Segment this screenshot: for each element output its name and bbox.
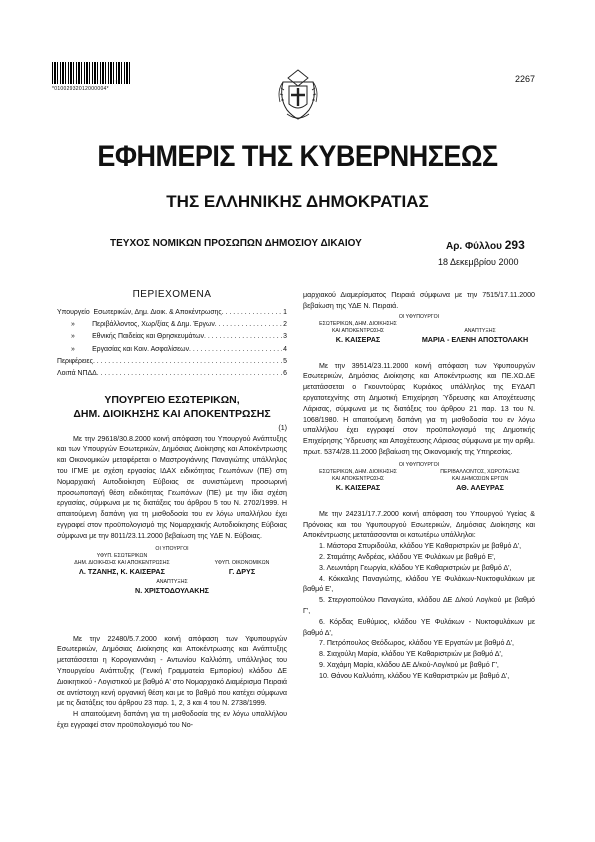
issue-label: ΤΕΥΧΟΣ ΝΟΜΙΚΩΝ ΠΡΟΣΩΠΩΝ ΔΗΜΟΣΙΟΥ ΔΙΚΑΙΟΥ [110,238,362,249]
list-item: 1. Μάστορα Σπυριδούλα, κλάδου ΥΕ Καθαριστριών με βαθμό Δ', [319,542,522,551]
gazette-title: ΕΦΗΜΕΡΙΣ ΤΗΣ ΚΥΒΕΡΝΗΣΕΩΣ [97,140,498,173]
toc-row[interactable]: » Περιβάλλοντος, Χωρ/ξίας & Δημ. Έργων . . . 2 [57,319,287,331]
signature-heading: ΟΙ ΥΦΥΠΟΥΡΓΟΙ [398,313,440,320]
list-item: 9. Χαχάμη Μαρία, κλάδου ΔΕ Δ/κού-Λογ/κού με βαθμό Γ', [319,660,499,669]
barcode-number: *01002932012000004* [52,86,109,92]
sheet-number: Αρ. Φύλλου 293 [446,238,525,252]
signature-heading: ΟΙ ΥΠΟΥΡΓΟΙ [155,545,189,552]
signature-name: Ν. ΧΡΙΣΤΟΔΟΥΛΑΚΗΣ [135,585,209,595]
decision-text: Με την 39514/23.11.2000 κοινή απόφαση των Υφυπουργών Εσωτερικών, Δημόσιας Διοίκησης και Αποκέντρωσης και ΠΕ.ΧΩ.ΔΕ μετατάσσεται ο Γκουντούρας Κυριάκος υπάλληλος της ΕΥΔΑΠ εργατοτεχνίτης στη Δημοτική Επιχείρηση Ύδρευσης και Αποχέτευσης Λάρισας, σύμφωνα με τις διατάξεις του άρθρου 21 παρ. 13 του Ν. 1068/1980. Η απαιτούμενη δαπάνη για τη μισθοδοσία του εν λόγω υπαλλήλου έχει εγγραφεί στον προϋπολογισμό της Δημοτικής Επιχείρησης Ύδρευσης και Αποχέτευσης Λάρισας σύμφωνα με την αριθμ. πρωτ. 5374/28.11.2000 βεβαίωση της Οικονομικής της Υπηρεσίας. [303,361,535,456]
right-column [303,290,535,682]
left-column [57,290,287,731]
toc-heading: ΠΕΡΙΕΧΟΜΕΝΑ [132,289,212,300]
barcode [52,62,130,84]
signature-role: ΑΝΑΠΤΥΞΗΣ [156,578,188,585]
toc-row[interactable]: Περιφέρειες . . . 5 [57,356,287,368]
toc-row[interactable]: » Εθνικής Παιδείας και Θρησκευμάτων . . . 3 [57,331,287,343]
signature-names: Λ. ΤΖΑΝΗΣ, Κ. ΚΑΙΣΕΡΑΣ Γ. ΔΡΥΣ [79,566,256,576]
list-item: 10. Θάνου Καλλιόπη, κλάδου ΥΕ Καθαριστριών με βαθμό Δ', [319,671,510,680]
ministry-heading: ΥΠΟΥΡΓΕΙΟ ΕΣΩΤΕΡΙΚΩΝ, ΔΗΜ. ΔΙΟΙΚΗΣΗΣ ΚΑΙ ΑΠΟΚΕΝΤΡΩΣΗΣ [73,393,271,420]
toc-row[interactable]: » Εργασίας και Κοιν. Ασφαλίσεων . . . 4 [57,344,287,356]
decision-text: Με την 29618/30.8.2000 κοινή απόφαση του Υπουργού Ανάπτυξης και των Υπουργών Εσωτερικών, Δημόσιας Διοίκησης και Αποκέντρωσης και Οικονομικών μεταφέρεται ο Μαστρογιάννης Παναγιώτης υπάλληλος του ΙΓΜΕ με σχέση εργασίας ΙΔΑΧ ειδικότητας Γεωπόνων (ΠΕ) στη Νομαρχιακή Αυτοδιοίκηση Εύβοιας σε συνιστώμενη προσωρινή προσωποπαγή θέση ειδικότητας Γεωπόνων (ΠΕ) με την ίδια σχέση εργασίας, σύμφωνα με τις διατάξεις του άρθρου 5 του Ν. 2702/1999. Η απαιτούμενη δαπάνη για τη μισθοδοσία του εν λόγω υπαλλήλου έχει εγγραφεί στον προϋπολογισμό της Νομαρχιακής Αυτοδιοίκησης Εύβοιας σύμφωνα με την 8011/23.11.2000 βεβαίωση της ΥΔΕ Ν. Εύβοιας. [57,434,287,540]
decision-text: μαρχιακού Διαμερίσματος Πειραιά σύμφωνα με την 7515/17.11.2000 βεβαίωση της ΥΔΕ Ν. Πειραιά. [303,291,535,310]
list-item: 5. Στεργιοπούλου Παναγιώτα, κλάδου ΔΕ Δ/κού Λογ/κού με βαθμό Γ', [303,596,535,615]
decision-text: Με την 22480/5.7.2000 κοινή απόφαση των Υφυπουργών Εσωτερικών, Δημόσιας Διοίκησης και Αποκέντρωσης και Ανάπτυξης μετατάσσεται η Κορογιαννάκη - Αντωνίου Καλλιόπη, υπάλληλος του Υπουργείου Ανάπτυξης (Γενική Γραμματεία Εμπορίου) κλάδου ΔΕ Διοικητικού - Λογιστικού με βαθμό Α' στο Νομαρχιακό Διαμέρισμα Πειραιά σε αντίστοιχη κενή οργανική θέση και με το βαθμό που κατέχει σύμφωνα με τις διατάξεις του άρθρου 23 παρ. 1, 2, 3 και 4 του Ν. 2738/1999. [57,634,287,708]
decision-text: Με την 24231/17.7.2000 κοινή απόφαση του Υπουργού Υγείας & Πρόνοιας και του Υφυπουργού Εσωτερικών, Δημόσιας Διοίκησης και Αποκέντρωσης μετατάσσονται οι κατωτέρω υπάλληλοι: [303,509,535,540]
list-item: 3. Λεωντάρη Γεωργία, κλάδου ΥΕ Καθαριστριών με βαθμό Δ', [319,563,512,572]
list-item: 6. Κόρδας Ευθύμιος, κλάδου ΥΕ Φυλάκων - Νυκτοφυλάκων με βαθμό Δ', [303,617,535,637]
signature-names: Κ. ΚΑΙΣΕΡΑΣ ΑΘ. ΑΛΕΥΡΑΣ [335,482,504,492]
employee-list [303,541,535,681]
list-item: 7. Πετρόπουλος Θεόδωρος, κλάδου ΥΕ Εργατών με βαθμό Δ', [319,639,515,648]
signature-roles: ΕΣΩΤΕΡΙΚΩΝ, ΔΗΜ. ΔΙΟΙΚΗΣΗΣ ΚΑΙ ΑΠΟΚΕΝΤΡΩΣΗΣ ΠΕΡΙΒΑΛΛΟΝΤΟΣ, ΧΩΡΟΤΑΞΙΑΣ ΚΑΙ ΔΗΜΟΣΙΩΝ ΕΡΓΩΝ [319,468,520,482]
list-item: 4. Κόκκαλης Παναγιώτης, κλάδου ΥΕ Φυλάκων-Νυκτοφυλάκων με βαθμό Ε', [303,574,535,594]
issue-date: 18 Δεκεμβρίου 2000 [438,257,519,267]
signature-roles: ΕΣΩΤΕΡΙΚΩΝ, ΔΗΜ. ΔΙΟΙΚΗΣΗΣ ΚΑΙ ΑΠΟΚΕΝΤΡΩΣΗΣ ΑΝΑΠΤΥΞΗΣ [319,320,496,334]
list-item: 2. Σταμάτης Ανδρέας, κλάδου ΥΕ Φυλάκων με βαθμό Ε', [319,552,496,561]
decision-text: Η απαιτούμενη δαπάνη για τη μισθοδοσία της εν λόγω υπαλλήλου έχει εγγραφεί στον προϋπολογισμό του Νο- [57,710,287,729]
coat-of-arms-icon [275,64,321,122]
toc-row[interactable]: Υπουργείο Εσωτερικών, Δημ. Διοικ. & Αποκέντρωσης . . . 1 [57,307,287,319]
gazette-subtitle: ΤΗΣ ΕΛΛΗΝΙΚΗΣ ΔΗΜΟΚΡΑΤΙΑΣ [166,192,429,211]
item-number: (1) [278,423,287,432]
signature-roles: ΥΦΥΠ. ΕΣΩΤΕΡΙΚΩΝ ΔΗΜ. ΔΙΟΙΚΗΣΗΣ ΚΑΙ ΑΠΟΚΕΝΤΡΩΣΗΣ ΥΦΥΠ. ΟΙΚΟΝΟΜΙΚΩΝ [74,552,270,566]
signature-heading: ΟΙ ΥΦΥΠΟΥΡΓΟΙ [398,461,440,468]
page-number: 2267 [514,74,535,84]
signature-names: Κ. ΚΑΙΣΕΡΑΣ ΜΑΡΙΑ - ΕΛΕΝΗ ΑΠΟΣΤΟΛΑΚΗ [335,334,529,344]
toc-row[interactable]: Λοιπά ΝΠΔΔ . . . 6 [57,368,287,380]
list-item: 8. Σιαχούλη Μαρία, κλάδου ΥΕ Καθαριστριών με βαθμό Δ', [319,650,503,659]
